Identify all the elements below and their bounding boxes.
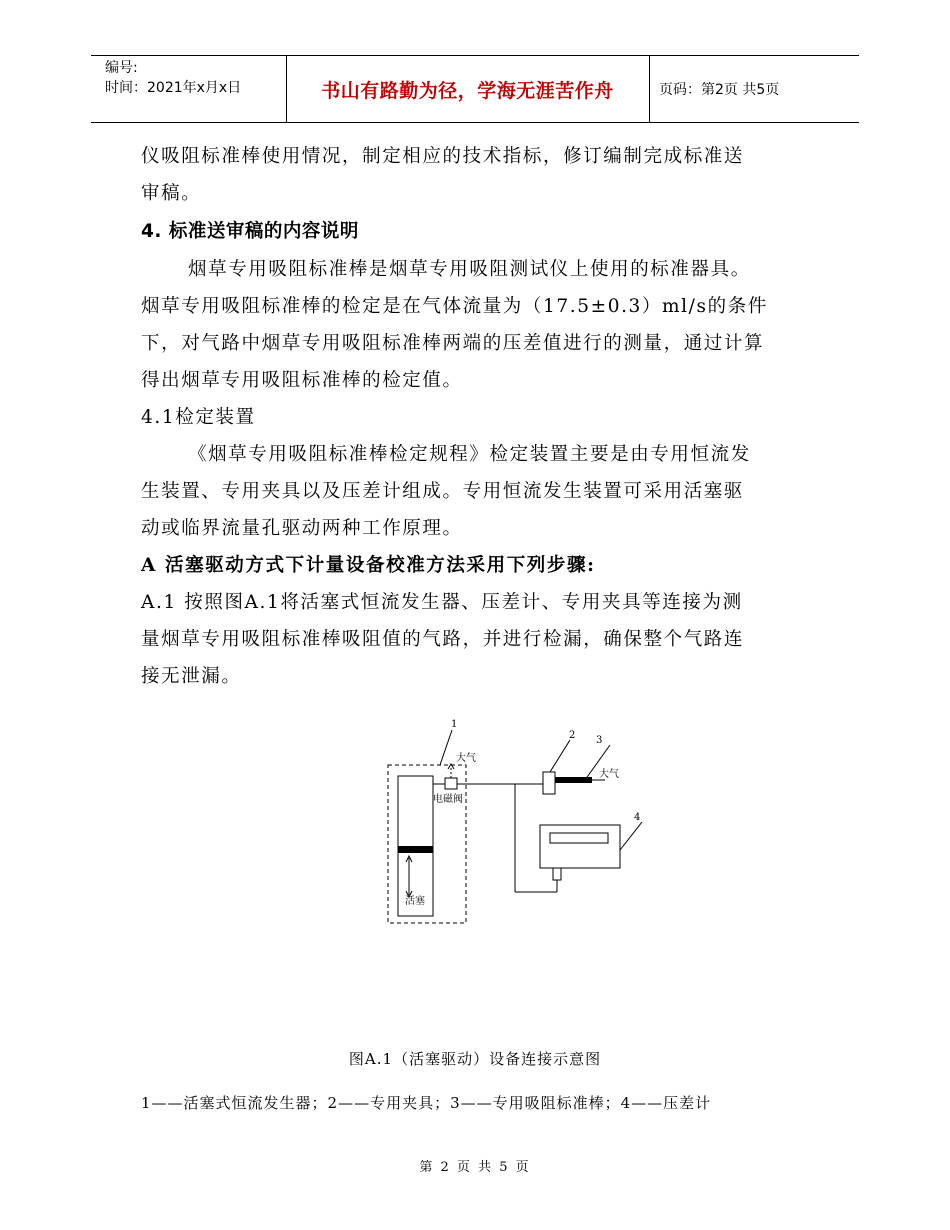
paragraph-line: 烟草专用吸阻标准棒的检定是在气体流量为（17.5±0.3）ml/s的条件 — [141, 296, 768, 317]
header-divider — [649, 56, 650, 122]
figure-caption: 图A.1（活塞驱动）设备连接示意图 — [348, 1050, 602, 1068]
paragraph-line: 量烟草专用吸阻标准棒吸阻值的气路，并进行检漏，确保整个气路连 — [141, 629, 745, 650]
fixture-body — [543, 772, 555, 794]
manometer-body — [540, 825, 620, 868]
valve-label: 电磁阀 — [433, 794, 463, 805]
atmosphere-label: 大气 — [456, 753, 476, 764]
manometer-display — [550, 833, 608, 843]
header-code: 编号: — [105, 60, 138, 76]
label-3: 3 — [596, 735, 603, 746]
page-footer: 第 2 页 共 5 页 — [419, 1160, 531, 1175]
header-time: 时间：2021年x月x日 — [105, 80, 242, 96]
label-4: 4 — [634, 812, 641, 823]
manometer-port — [553, 868, 561, 880]
label-2: 2 — [569, 730, 576, 741]
piston-label: 活塞 — [405, 896, 425, 907]
paragraph-line: 下，对气路中烟草专用吸阻标准棒两端的压差值进行的测量，通过计算 — [141, 333, 765, 354]
leader-line-2 — [550, 740, 570, 772]
paragraph-line: A.1 按照图A.1将活塞式恒流发生器、压差计、专用夹具等连接为测 — [141, 592, 743, 613]
header-page-info: 页码：第2页 共5页 — [659, 82, 780, 98]
valve-body — [445, 778, 457, 789]
standard-rod — [555, 777, 592, 783]
paragraph-line: 得出烟草专用吸阻标准棒的检定值。 — [141, 370, 463, 391]
leader-line-4 — [620, 822, 642, 850]
piston — [398, 846, 433, 853]
subsection-heading: A 活塞驱动方式下计量设备校准方法采用下列步骤: — [141, 555, 596, 576]
paragraph-line: 《烟草专用吸阻标准棒检定规程》检定装置主要是由专用恒流发 — [188, 444, 751, 465]
leader-line-1 — [440, 730, 452, 765]
subsection-heading: 4.1检定装置 — [141, 407, 256, 428]
paragraph-line: 接无泄漏。 — [141, 666, 242, 687]
figure-legend: 1——活塞式恒流发生器；2——专用夹具；3——专用吸阻标准棒；4——压差计 — [141, 1094, 712, 1112]
paragraph-line: 动或临界流量孔驱动两种工作原理。 — [141, 518, 463, 539]
paragraph-line: 烟草专用吸阻标准棒是烟草专用吸阻测试仪上使用的标准器具。 — [188, 259, 751, 280]
body-line: 审稿。 — [141, 183, 202, 204]
body-line: 仪吸阻标准棒使用情况，制定相应的技术指标，修订编制完成标准送 — [141, 146, 745, 167]
label-1: 1 — [451, 719, 458, 730]
paragraph-line: 生装置、专用夹具以及压差计组成。专用恒流发生装置可采用活塞驱 — [141, 481, 745, 502]
header-motto: 书山有路勤为径，学海无涯苦作舟 — [321, 79, 614, 102]
header-meta — [105, 58, 241, 98]
page-header — [91, 55, 859, 123]
atmosphere-label: 大气 — [599, 769, 619, 780]
equipment-diagram — [380, 710, 660, 930]
section-heading: 4. 标准送审稿的内容说明 — [141, 221, 359, 242]
